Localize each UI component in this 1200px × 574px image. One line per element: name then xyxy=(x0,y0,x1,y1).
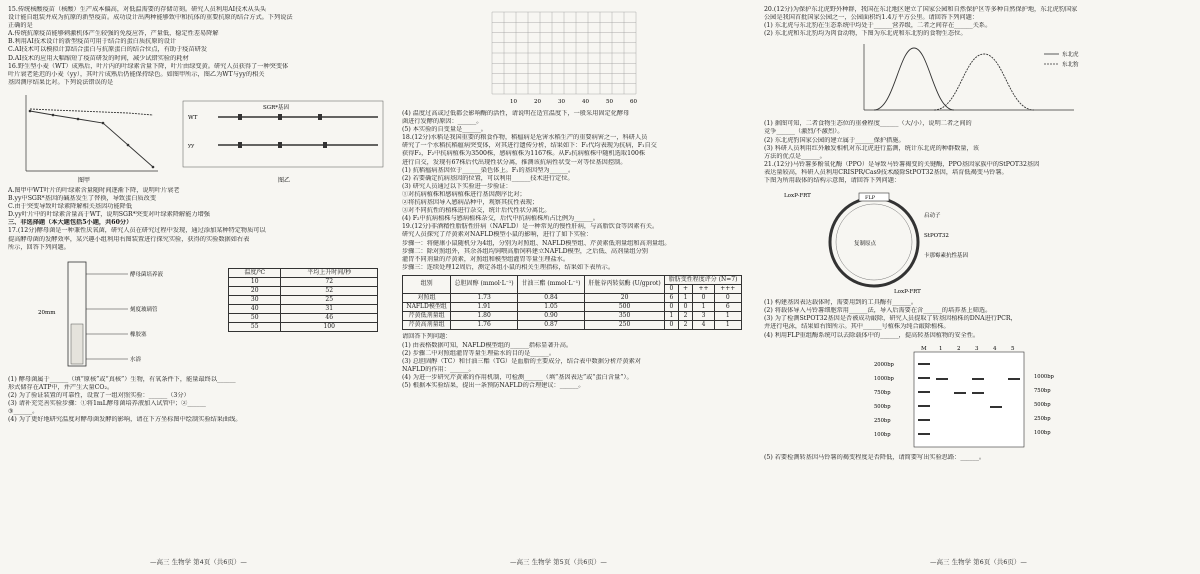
table-row xyxy=(403,312,742,321)
table-17-cell: 31 xyxy=(281,305,378,314)
q18-line: 进行自交，发现有67株后代出现性状分离，推测该抗病性状受一对等位基因控制。 xyxy=(402,158,627,166)
q17-sub-line: (3) 请补充完善实验步骤：①将1mL酵母菌培养液加入试管中；②______ xyxy=(8,399,206,407)
apparatus-label-5: 水浴 xyxy=(130,356,142,363)
gel-marker-label: 250bp xyxy=(874,417,891,424)
question-18 xyxy=(402,134,754,223)
q16-option-line: A.图甲中WT叶片的叶绿素含量随时间逐渐下降，说明叶片衰老 xyxy=(8,186,180,194)
q18-line: 18.(12分)水稻是我国重要的粮食作物，稻瘟病是危害水稻生产的重要病害之一，科研人员 xyxy=(402,134,648,142)
gel-ladder-band xyxy=(918,377,930,379)
gel-marker-label: 100bp xyxy=(874,431,891,438)
q19-line: 19.(12分)非酒精性脂肪性肝病（NAFLD）是一种常见的慢性肝病，与高脂饮食等因素有关。 xyxy=(402,223,659,231)
q19-line: 灌胃不同剂量的芹黄素，对照组和模型组灌胃等量生理盐水。 xyxy=(402,255,570,263)
gel-band xyxy=(1008,378,1020,380)
q20-line: (1) 东北虎与东北豹在生态系统中均处于______营养级，二者之间存在______关系。 xyxy=(764,22,992,30)
table-17-cell: 72 xyxy=(281,277,378,286)
gel-lane-label: 4 xyxy=(993,345,997,352)
q20-line: 20.(12分)为保护东北虎野外种群，我国在东北地区建立了国家公园和自然保护区等多种自然保护地，东北虎豹国家 xyxy=(764,6,1078,13)
q15-line: 正确的是 xyxy=(8,22,33,30)
q18-line: (1) 抗稻瘟病基因位于______染色体上。F₁的基因型为______。 xyxy=(402,166,575,174)
table-19-cell: 0 xyxy=(665,303,678,312)
q18-line: ②将抗病基因导入感病品种中，观察其抗性表现； xyxy=(402,199,539,207)
q17-sub-line: ③______。 xyxy=(8,408,39,416)
q19-line: 步骤一：将健康小鼠随机分为4组，分别为对照组、NAFLD模型组、芹黄素低剂量组和高剂量组。 xyxy=(402,239,671,247)
axis-tick-label: 60 xyxy=(630,99,637,105)
gel-lane-label: 1 xyxy=(939,345,943,352)
table-17-cell: 50 xyxy=(229,314,281,323)
table-19 xyxy=(402,275,742,331)
table-19-cell: NAFLD模型组 xyxy=(403,303,451,312)
page-4-column xyxy=(8,6,393,554)
table-19-subheader: ++ xyxy=(693,284,714,293)
question-17 xyxy=(8,227,393,251)
q17-sub-line: 形式储存在ATP中，并产生大量CO₂。 xyxy=(8,383,114,391)
table-row xyxy=(403,321,742,330)
table-19-cell: 0 xyxy=(693,294,714,303)
q19-sub-line: NAFLD的作用：______。 xyxy=(402,365,475,373)
q17-line: 17.(12分)酵母菌是一种兼性厌氧菌，研究人员在研究过程中发现，通过添加某种特定物质可以 xyxy=(8,227,266,235)
q19-sub-line: (1) 由表格数据可知，NAFLD模型组的______指标显著升高。 xyxy=(402,341,573,349)
figure-16-jia-label: 图甲 xyxy=(78,176,91,184)
q21-line: 21.(12分)马铃薯多酚氧化酶（PPO）是导致马铃薯褐变的关键酶，PPO基因家族中的StPOT32基因 xyxy=(764,160,1040,168)
table-19-cell: 对照组 xyxy=(403,294,451,303)
plasmid-label-6: 复制原点 xyxy=(854,241,877,248)
table-17-cell: 40 xyxy=(229,305,281,314)
footer-page-4: —高三 生物学 第4页（共6页）— xyxy=(150,558,247,566)
table-19-header: 脂肪变性程度评分 (N=7) xyxy=(665,275,742,284)
figure-17-apparatus xyxy=(8,254,208,374)
q15-line: 15.传统核酸疫苗（核酸）生产成本偏高，对低温需要的存储苛刻。研究人员利用AI技术从头头 xyxy=(8,6,267,13)
q16-line: 基因测序结果比对。下列说法错误的是 xyxy=(8,78,114,86)
table-19-header: 甘油三酯 (mmol·L⁻¹) xyxy=(518,275,585,293)
table-row xyxy=(229,323,378,332)
axis-tick-label: 10 xyxy=(510,99,517,105)
table-17-cell: 30 xyxy=(229,295,281,304)
table-19-cell: 1.80 xyxy=(451,312,518,321)
q17-line: 提高酵母菌的发酵效率，某兴趣小组利用右图装置进行探究实验，获得的实验数据如右表 xyxy=(8,235,250,243)
question-20 xyxy=(764,6,1192,38)
q18-line: 研究了一个水稻抗稻瘟病突变体，对其进行遗传分析，结果如下：F₁代均表现为抗病，F₁自交 xyxy=(402,142,657,150)
figure-20 xyxy=(764,40,1192,118)
question-15 xyxy=(8,6,393,63)
q18-line: 获得F₂，F₂中抗病植株为3500株，感病植株为1167株。从F₂抗病植株中随机选取100株 xyxy=(402,150,646,158)
figure-16-graphics xyxy=(8,89,393,185)
gel-marker-label: 2000bp xyxy=(874,361,894,368)
figure-16-wt-label: WT xyxy=(188,114,198,121)
question-19-subquestions xyxy=(402,333,754,390)
q16-option-line: D.yy叶片中的叶绿素含量高于WT，说明SGR*突变对叶绿素降解能力增强 xyxy=(8,211,210,219)
table-row xyxy=(403,303,742,312)
gel-ladder-band xyxy=(918,433,930,435)
table-row xyxy=(229,295,378,304)
axis-tick-label: 50 xyxy=(606,99,613,105)
table-row xyxy=(229,314,378,323)
gel-right-label: 250bp xyxy=(1034,415,1051,422)
gel-electrophoresis xyxy=(764,342,1192,452)
table-17-cell: 55 xyxy=(229,323,281,332)
page-6-column xyxy=(764,6,1192,554)
q21-sub-line: (2) 将载体导入马铃薯细胞常用______法，导入后需要在含______的培养基上筛选。 xyxy=(764,307,992,315)
q15-line: C.AI技术可以模拟计算结合蛋白与抗原蛋白的结合位点，有助于疫苗研发 xyxy=(8,46,208,54)
table-19-cell: 0 xyxy=(714,294,741,303)
q20-sub-line: (2) 东北虎豹国家公园的建立属于______保护措施。 xyxy=(764,136,905,144)
plasmid-map xyxy=(764,187,1192,297)
table-row xyxy=(229,286,378,295)
table-19-cell: 1 xyxy=(714,321,741,330)
table-19-cell: 0.90 xyxy=(518,312,585,321)
figure-21-plasmid xyxy=(764,187,1192,297)
gel-band xyxy=(972,392,984,394)
table-17-cell: 10 xyxy=(229,277,281,286)
gel-band xyxy=(990,406,1002,408)
table-row xyxy=(403,294,742,303)
gel-marker-label: 1000bp xyxy=(874,375,894,382)
plasmid-label-7: LoxP-FRT xyxy=(894,289,921,296)
table-19-cell: 芹黄高剂量组 xyxy=(403,321,451,330)
footer-page-5: —高三 生物学 第5页（共6页）— xyxy=(510,558,607,566)
table-19-cell: 6 xyxy=(665,294,678,303)
plasmid-label-1: LoxP-FRT xyxy=(784,193,811,200)
q17-sub-line: (4) 为了更好地研究温度对酵母菌发酵的影响，请在下方坐标图中绘制实验结果曲线。 xyxy=(8,416,242,424)
gel-ladder-band xyxy=(918,391,930,393)
q21-sub-line: 并进行电泳，结果如右图所示。其中______号植株为纯合敲除植株。 xyxy=(764,323,950,331)
table-19-header: 总胆固醇 (mmol·L⁻¹) xyxy=(451,275,518,293)
table-17-cell: 52 xyxy=(281,286,378,295)
figure-16 xyxy=(8,89,393,185)
table-19-cell: 1 xyxy=(678,294,693,303)
axis-tick-label: 40 xyxy=(582,99,589,105)
q21-line: 表达量较高，科研人员利用CRISPR/Cas9技术敲除StPOT32基因，培育低褐变马铃薯。 xyxy=(764,168,1008,176)
figure-16-yi-label: 图乙 xyxy=(278,176,291,184)
table-19-subheader: + xyxy=(678,284,693,293)
table-19-cell: 250 xyxy=(584,321,664,330)
table-19-cell: 1 xyxy=(714,312,741,321)
table-17-cell: 46 xyxy=(281,314,378,323)
q19-line: 步骤二：除对照组外，其余各组均饲喂高脂饲料建立NAFLD模型，之后低、高剂量组分别 xyxy=(402,247,648,255)
figure-17-answer-grid xyxy=(402,8,754,108)
gel-lane-label: M xyxy=(921,345,927,352)
table-19-cell: 1 xyxy=(665,312,678,321)
q21-sub-line: (1) 构建基因表达载体时，需要用到的工具酶有______。 xyxy=(764,299,918,307)
question-19 xyxy=(402,223,754,272)
q15-line: A.传统抗原疫苗能够刺激机体产生较强的免疫应答，产量低，稳定性差易降解 xyxy=(8,30,219,38)
q17-sub-line: (1) 酵母菌属于______（填“原核”或“真核”）生物，有氧条件下，能量最终以______ xyxy=(8,375,236,383)
question-20-subquestions xyxy=(764,120,1192,160)
gel-band xyxy=(936,378,948,380)
table-19-cell: 2 xyxy=(678,312,693,321)
table-19-header: 组别 xyxy=(403,275,451,293)
question-16-options xyxy=(8,187,393,219)
table-19-cell: 1.76 xyxy=(451,321,518,330)
question-17-subquestions xyxy=(8,376,393,425)
gel-right-label: 750bp xyxy=(1034,387,1051,394)
table-row xyxy=(229,277,378,286)
question-17-continued xyxy=(402,110,754,134)
table-19-cell: 350 xyxy=(584,312,664,321)
table-19-cell: 0.87 xyxy=(518,321,585,330)
table-19-cell: 0 xyxy=(665,321,678,330)
table-17-header: 平均上升时间/秒 xyxy=(281,268,378,277)
q17-sub-line: (2) 为了验证装置的可靠性，设置了一组对照实验：______（3分） xyxy=(8,391,190,399)
q19-sub-line: 请回答下列问题： xyxy=(402,333,452,341)
table-19-cell: 1.91 xyxy=(451,303,518,312)
figure-17 xyxy=(8,254,393,374)
figure-20-niche-curves xyxy=(764,40,1192,118)
question-21 xyxy=(764,161,1192,185)
q21-line: 下图为所用载体的结构示意图，请回答下列问题： xyxy=(764,177,901,185)
table-19-cell: 2 xyxy=(678,321,693,330)
gel-lane-label: 5 xyxy=(1011,345,1015,352)
gel-lane-label: 2 xyxy=(957,345,961,352)
answer-grid xyxy=(402,8,754,108)
table-17-header: 温度/℃ xyxy=(229,268,281,277)
table-19-cell: 芹黄低剂量组 xyxy=(403,312,451,321)
q20-sub-line: 竞争______（激烈/不激烈）。 xyxy=(764,128,844,136)
apparatus-label-1: 酵母菌培养液 xyxy=(130,271,164,278)
q16-line: 16.野生型小麦（WT）成熟后，叶片内的叶绿素含量下降，叶片由绿变黄。研究人员获得了一种突变体 xyxy=(8,62,289,70)
gel-body xyxy=(914,352,1024,447)
q17-cont-line: (4) 温度过高或过低都会影响酶的活性，请说明在适宜温度下，一般采用固定化酵母 xyxy=(402,110,630,117)
table-17-cell: 25 xyxy=(281,295,378,304)
figure-21-gel xyxy=(764,342,1192,452)
table-17-cell: 20 xyxy=(229,286,281,295)
apparatus-label-4: 橡胶塞 xyxy=(130,331,147,338)
plasmid-label-2: FLP xyxy=(865,195,876,202)
gel-right-label: 500bp xyxy=(1034,401,1051,408)
table-19-cell: 0.84 xyxy=(518,294,585,303)
gel-band xyxy=(972,378,984,380)
table-19-subheader: 0 xyxy=(665,284,678,293)
question-16 xyxy=(8,63,393,87)
q15-line: B.利用AI技术设计的新型疫苗可用于结合的蛋白质抗原的设计 xyxy=(8,38,177,46)
table-19-subheader: +++ xyxy=(714,284,741,293)
figure-16-gene-label: SGR*基因 xyxy=(263,104,290,111)
plasmid-label-4: StPOT32 xyxy=(924,233,949,240)
page-5-column xyxy=(402,6,754,554)
q20-sub-line: (1) 据图可知，二者食物生态位的重叠程度______（大/小），说明二者之间的 xyxy=(764,120,972,128)
q18-line: (2) 若要确定抗病基因的位置，可以利用______技术进行定位。 xyxy=(402,174,574,182)
axis-tick-label: 30 xyxy=(558,99,565,105)
axis-tick-label: 20 xyxy=(534,99,541,105)
figure-16-yy-label: yy xyxy=(188,142,195,149)
q19-line: 研究人员探究了芹黄素对NAFLD模型小鼠的影响，进行了如下实验： xyxy=(402,231,593,239)
apparatus-label-2: 刻度玻璃管 xyxy=(130,306,158,313)
q16-line: 叶片衰老延迟的小麦（yy），其叶片成熟后仍能保持绿色。如图甲所示，图乙为WT与yy的相关 xyxy=(8,70,265,78)
question-21-subquestions xyxy=(764,299,1192,339)
q15-line: 设计能自组装并成为抗原的新型疫苗。成功设计出两种能够致中和抗体的重要抗原的结合方式。下列说法 xyxy=(8,14,293,22)
q16-option-line: C.由于突变导致叶绿素降解相关基因功能降低 xyxy=(8,203,133,211)
table-row xyxy=(229,305,378,314)
table-17-cell: 100 xyxy=(281,323,378,332)
gel-right-label: 100bp xyxy=(1034,429,1051,436)
footer-page-6: —高三 生物学 第6页（共6页）— xyxy=(930,558,1027,566)
table-19-header: 肝脏谷丙转氨酶 (U/gprot) xyxy=(584,275,664,293)
gel-marker-label: 750bp xyxy=(874,389,891,396)
table-17 xyxy=(228,268,378,333)
legend-leopard: 东北豹 xyxy=(1062,62,1079,69)
plasmid-label-5: 卡那霉素抗性基因 xyxy=(924,253,969,260)
q20-sub-line: (3) 科研人员利用红外触发相机对东北虎进行监测，统计东北虎的种群数量，该 xyxy=(764,144,979,152)
legend-tiger: 东北虎 xyxy=(1062,52,1079,59)
q19-sub-line: (4) 为进一步研究芹黄素的作用机制，可检测______（填“基因表达”或“蛋白含量”）。 xyxy=(402,373,633,381)
gel-right-label: 1000bp xyxy=(1034,373,1054,380)
q18-line: ①对抗病植株和感病植株进行基因测序比对； xyxy=(402,190,526,198)
q19-sub-line: (3) 总胆固醇（TC）和甘油三酯（TG）是血脂的主要成分，结合表中数据分析芹黄素对 xyxy=(402,357,642,365)
table-19-cell: 4 xyxy=(693,321,714,330)
table-19-cell: 500 xyxy=(584,303,664,312)
q16-option-line: B.yy中SGR*基因的碱基发生了替换，导致蛋白质改变 xyxy=(8,195,157,203)
q15-line: D.AI技术的应用大幅缩短了疫苗研发的时间，减少试错实验的耗材 xyxy=(8,54,189,62)
plasmid-label-3: 启动子 xyxy=(924,213,941,220)
table-19-cell: 1 xyxy=(693,303,714,312)
q18-line: (4) F₂中抗病植株与感病植株杂交，后代中抗病植株所占比例为______。 xyxy=(402,215,599,223)
q18-line: ③对不同抗性的植株进行杂交，统计后代性状分离比。 xyxy=(402,207,551,215)
q21-sub-line: (3) 为了检测StPOT32基因是否被成功敲除，研究人员提取了转基因植株的DNA进行PCR， xyxy=(764,315,1017,323)
table-19-cell: 20 xyxy=(584,294,664,303)
q17-cont-line: 菌进行发酵的原因：______。 xyxy=(402,118,483,126)
table-19-cell: 1.73 xyxy=(451,294,518,303)
gel-ladder-band xyxy=(918,363,930,365)
q19-sub-line: (5) 根据本实验结果，提出一条预防NAFLD的合理建议：______。 xyxy=(402,382,585,389)
section-3-heading: 三、非选择题（本大题包括5小题，共60分） xyxy=(8,219,133,227)
q17-cont-line: (5) 本实验的自变量是______。 xyxy=(402,126,487,134)
q20-line: (2) 东北虎和东北豹均为肉食动物，下图为东北虎和东北豹的食物生态位。 xyxy=(764,30,967,38)
q20-sub-line: 方法的优点是______。 xyxy=(764,152,826,160)
table-19-cell: 0 xyxy=(678,303,693,312)
gel-ladder-band xyxy=(918,405,930,407)
gel-lane-label: 3 xyxy=(975,345,979,352)
q21-sub-line: (4) 利用FLP重组酶系统可以去除载体中的______，提高转基因植物的安全性。 xyxy=(764,331,980,339)
gel-ladder-band xyxy=(918,419,930,421)
q18-line: (3) 研究人员通过以下实验进一步验证： xyxy=(402,182,512,190)
gel-band xyxy=(954,392,966,394)
q19-sub-line: (2) 步骤二中对照组灌胃等量生理盐水的目的是______。 xyxy=(402,349,556,357)
table-19-cell: 1.05 xyxy=(518,303,585,312)
table-19-cell: 3 xyxy=(693,312,714,321)
q17-line: 所示，回答下列问题。 xyxy=(8,243,70,251)
table-19-cell: 6 xyxy=(714,303,741,312)
q20-line: 公园是我国首批国家公园之一，公园面积约1.4万平方公里。请回答下列问题： xyxy=(764,14,979,22)
gel-marker-label: 500bp xyxy=(874,403,891,410)
q19-line: 步骤三：连续处理12周后，测定各组小鼠的相关生理指标，结果如下表所示。 xyxy=(402,263,615,271)
apparatus-label-3: 20mm xyxy=(38,309,56,316)
question-21-last: (5) 若要检测转基因马铃薯的褐变程度是否降低，请简要写出实验思路：______。 xyxy=(764,453,986,461)
